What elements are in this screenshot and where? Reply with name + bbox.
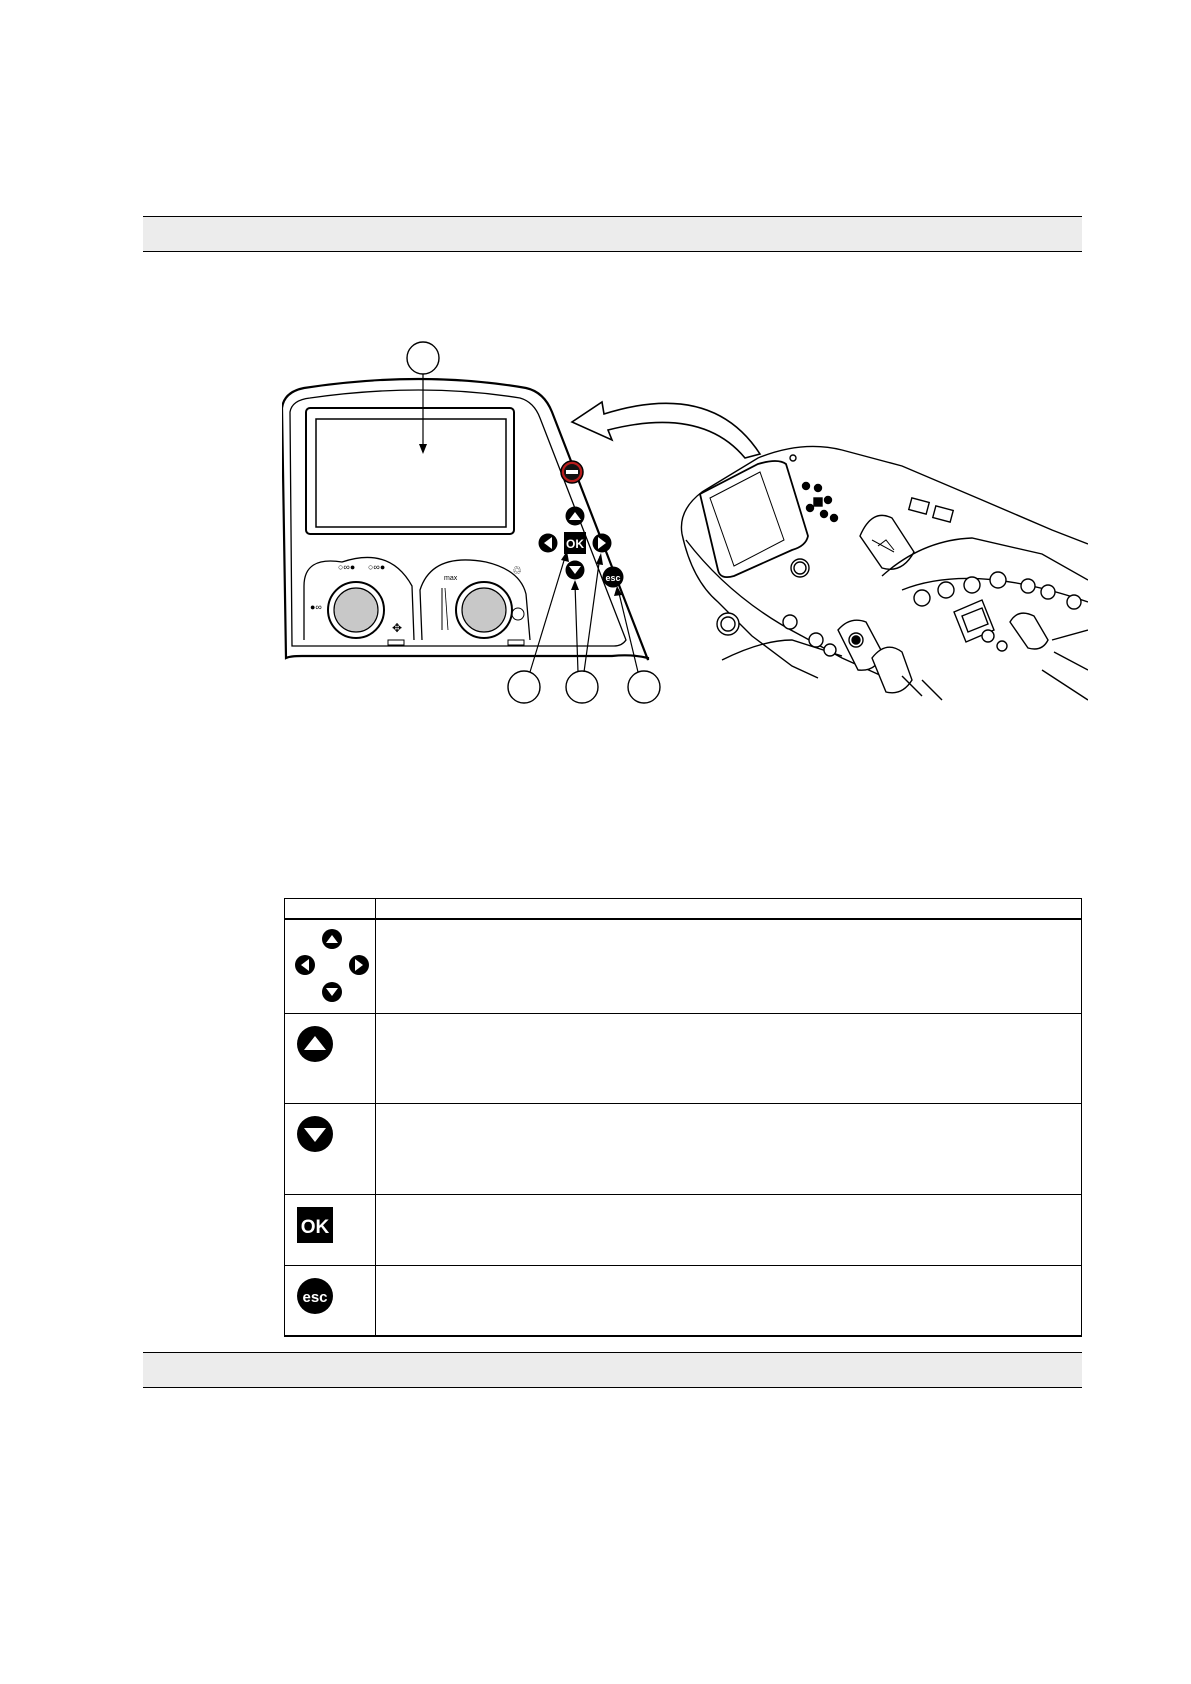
svg-text:max: max [444, 575, 458, 582]
icon-cell [285, 1266, 376, 1336]
svg-text:esc: esc [605, 573, 621, 583]
curved-pointer-arrow [572, 402, 760, 458]
dashboard-overview [681, 446, 1088, 700]
svg-text:○∞●: ○∞● [368, 562, 386, 572]
row-description [376, 1266, 1082, 1336]
control-panel-figure [282, 340, 1088, 712]
table-row [285, 1014, 1082, 1104]
row-description [376, 1014, 1082, 1104]
left-dial [310, 562, 404, 645]
icon-cell [285, 919, 376, 1014]
arrow-down-icon [295, 1114, 335, 1154]
icon-cell [285, 1195, 376, 1266]
table-row [285, 1266, 1082, 1336]
warning-light-icon [561, 461, 583, 483]
table-row [285, 1195, 1082, 1266]
right-dial [442, 564, 524, 645]
controls-table [284, 898, 1082, 1337]
esc-button[interactable] [603, 567, 624, 588]
svg-text:●∞: ●∞ [310, 602, 322, 612]
table-row [285, 1104, 1082, 1195]
keypad [539, 507, 624, 588]
column-header-description [376, 899, 1082, 920]
up-arrow-button[interactable] [566, 507, 585, 526]
section-band [143, 1352, 1082, 1388]
svg-text:OK: OK [300, 1217, 330, 1238]
left-arrow-button[interactable] [539, 534, 558, 553]
ok-button[interactable] [564, 532, 586, 554]
right-arrow-button[interactable] [593, 534, 612, 553]
ok-key-icon [295, 1205, 335, 1245]
svg-text:♲: ♲ [512, 564, 522, 577]
header-band [143, 216, 1082, 252]
arrow-cluster-icon [285, 920, 373, 1008]
down-arrow-button[interactable] [566, 561, 585, 580]
table-row [285, 919, 1082, 1014]
icon-cell [285, 1014, 376, 1104]
row-description [376, 1195, 1082, 1266]
svg-text:○∞●: ○∞● [338, 562, 356, 572]
arrow-up-icon [295, 1024, 335, 1064]
svg-text:✥: ✥ [392, 621, 403, 635]
column-header-icon [285, 899, 376, 920]
row-description [376, 919, 1082, 1014]
esc-key-icon [295, 1276, 335, 1316]
table-header-row [285, 899, 1082, 920]
icon-cell [285, 1104, 376, 1195]
svg-text:esc: esc [302, 1289, 328, 1306]
row-description [376, 1104, 1082, 1195]
callout-1 [407, 342, 439, 454]
svg-text:OK: OK [566, 537, 584, 551]
